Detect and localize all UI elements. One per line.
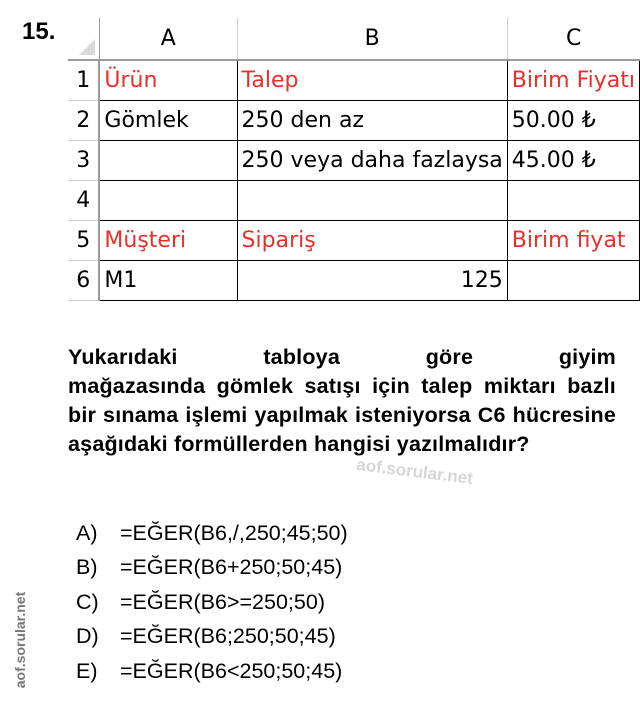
cell-b2[interactable]: 250 den az <box>237 100 507 140</box>
answer-options <box>76 516 348 689</box>
sheet-row-4 <box>68 180 640 220</box>
cell-a5[interactable]: Müşteri <box>99 220 237 260</box>
column-header-row <box>68 18 640 60</box>
question-word: tabloya <box>263 345 340 369</box>
cell-a1[interactable]: Ürün <box>99 60 237 100</box>
select-all-corner[interactable] <box>68 18 99 60</box>
column-header-b[interactable]: B <box>237 18 507 60</box>
sheet-row-5 <box>68 220 640 260</box>
option-label: C) <box>76 589 99 614</box>
option-d[interactable] <box>76 620 348 655</box>
question-first-line <box>68 343 616 372</box>
spreadsheet-table <box>68 18 640 301</box>
cell-a2[interactable]: Gömlek <box>99 100 237 140</box>
sheet-row-1 <box>68 60 640 100</box>
sheet-row-2 <box>68 100 640 140</box>
option-c[interactable] <box>76 585 348 620</box>
option-b[interactable] <box>76 551 348 586</box>
option-a[interactable] <box>76 516 348 551</box>
question-text <box>68 343 616 459</box>
cell-c4[interactable] <box>507 180 639 220</box>
option-text: =EĞER(B6;250;50;45) <box>120 624 336 649</box>
cell-b5[interactable]: Sipariş <box>237 220 507 260</box>
row-header[interactable]: 4 <box>68 180 99 220</box>
option-label: A) <box>76 520 98 545</box>
column-header-c[interactable]: C <box>507 18 639 60</box>
option-text: =EĞER(B6<250;50;45) <box>120 658 343 683</box>
row-header[interactable]: 6 <box>68 260 99 300</box>
select-all-icon <box>79 39 95 55</box>
cell-c6[interactable] <box>507 260 639 300</box>
watermark: aof.sorular.net <box>355 454 474 489</box>
cell-b1[interactable]: Talep <box>237 60 507 100</box>
question-word: giyim <box>558 345 616 369</box>
sheet-row-6 <box>68 260 640 300</box>
cell-b4[interactable] <box>237 180 507 220</box>
option-text: =EĞER(B6,/,250;45;50) <box>120 520 348 545</box>
question-body: mağazasında gömlek satışı için talep miktarı bazlı bir sınama işlemi yapılmak isteniyorsa C6 hücresine aşağıdaki formüllerden hangisi yazılmalıdır? <box>68 374 616 456</box>
column-header-a[interactable]: A <box>99 18 237 60</box>
option-label: B) <box>76 555 98 580</box>
cell-b6[interactable]: 125 <box>237 260 507 300</box>
cell-c5[interactable]: Birim fiyat <box>507 220 639 260</box>
question-word: Yukarıdaki <box>68 345 178 369</box>
option-e[interactable] <box>76 654 348 689</box>
sheet-row-3 <box>68 140 640 180</box>
cell-b3[interactable]: 250 veya daha fazlaysa <box>237 140 507 180</box>
row-header[interactable]: 5 <box>68 220 99 260</box>
row-header[interactable]: 1 <box>68 60 99 100</box>
option-text: =EĞER(B6>=250;50) <box>120 589 325 614</box>
side-watermark: aof.sorular.net <box>12 591 28 689</box>
cell-a4[interactable] <box>99 180 237 220</box>
cell-a6[interactable]: M1 <box>99 260 237 300</box>
question-number: 15. <box>22 18 56 45</box>
cell-c1[interactable]: Birim Fiyatı <box>507 60 639 100</box>
cell-c3[interactable]: 45.00 ₺ <box>507 140 639 180</box>
option-label: E) <box>76 658 98 683</box>
row-header[interactable]: 3 <box>68 140 99 180</box>
cell-c2[interactable]: 50.00 ₺ <box>507 100 639 140</box>
option-label: D) <box>76 624 99 649</box>
row-header[interactable]: 2 <box>68 100 99 140</box>
cell-a3[interactable] <box>99 140 237 180</box>
question-word: göre <box>425 345 474 369</box>
option-text: =EĞER(B6+250;50;45) <box>120 555 343 580</box>
